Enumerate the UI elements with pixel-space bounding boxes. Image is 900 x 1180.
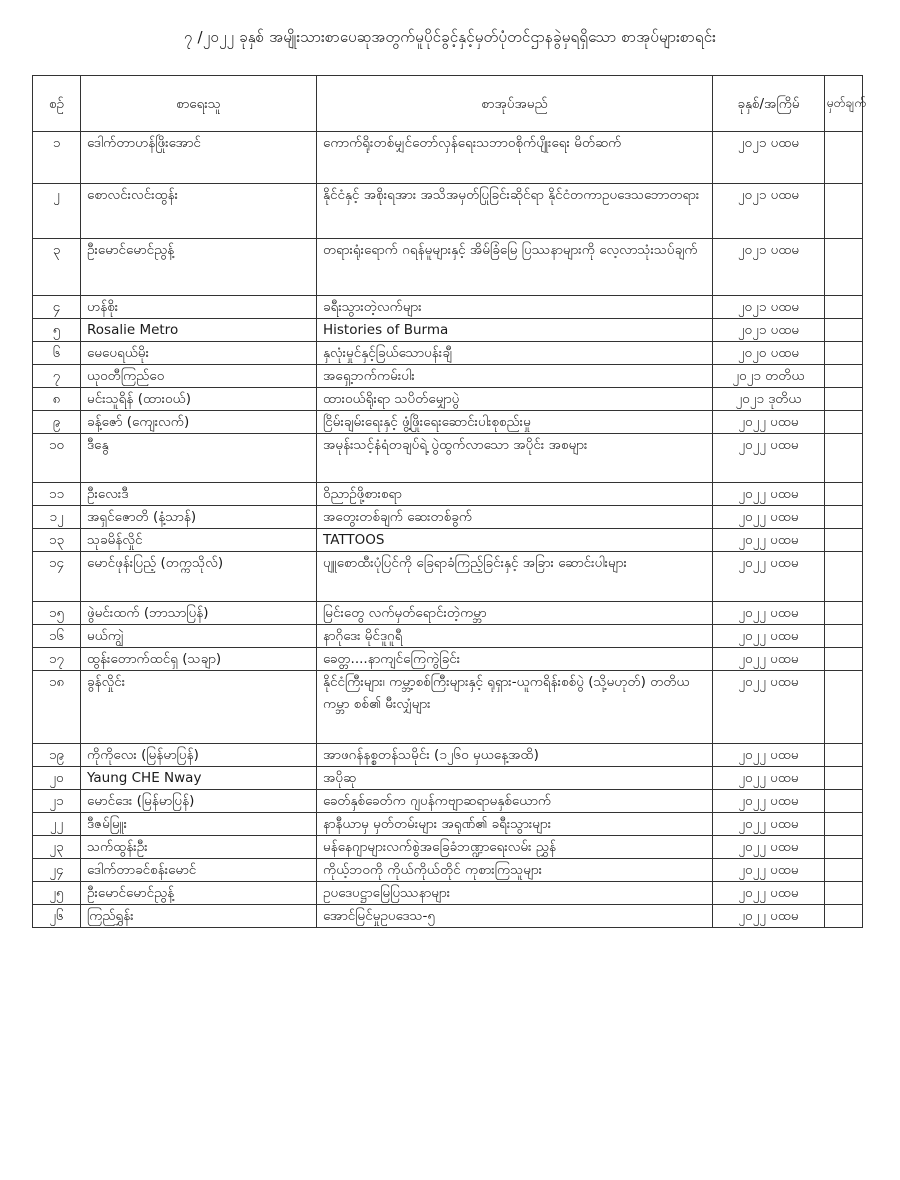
cell-year: ၂၀၂၂ ပထမ [713,905,825,928]
cell-year: ၂၀၂၁ ပထမ [713,239,825,296]
cell-no: ၂၆ [33,905,81,928]
cell-no: ၉ [33,411,81,434]
cell-remark [825,319,863,342]
cell-remark [825,506,863,529]
table-row [33,184,863,239]
table-row [33,882,863,905]
table-row [33,506,863,529]
cell-no: ၈ [33,388,81,411]
cell-no: ၂ [33,184,81,239]
cell-author: ကြည်ရွှန်း [81,905,317,928]
cell-remark [825,767,863,790]
cell-no: ၂၃ [33,836,81,859]
cell-no: ၁ [33,132,81,184]
cell-remark [825,342,863,365]
page-title: ၇ /၂၀၂၂ ခုနှစ် အမျိုးသားစာပေဆုအတွက်မူပိုင်ခွင့်နှင့်မှတ်ပုံတင်ဌာနခွဲမှရရှိသော စာအုပ်များစာရင်း [183,28,717,46]
cell-year: ၂၀၂၁ တတိယ [713,365,825,388]
cell-year: ၂၀၂၂ ပထမ [713,506,825,529]
cell-author: ဒီနွေ [81,434,317,483]
table-row [33,365,863,388]
cell-title: Histories of Burma [317,319,713,342]
cell-author: ယုဝတီကြည်ဝေ [81,365,317,388]
table-row [33,552,863,602]
cell-year: ၂၀၂၂ ပထမ [713,859,825,882]
cell-year: ၂၀၂၁ ဒုတိယ [713,388,825,411]
cell-title: ငြိမ်းချမ်းရေးနှင့် ဖွံ့ဖြိုးရေးဆောင်းပါးစုစည်းမှု [317,411,713,434]
header-year: ခုနှစ်/အကြိမ် [713,76,825,132]
cell-title: ခရီးသွားတဲ့လက်များ [317,296,713,319]
cell-no: ၂၂ [33,813,81,836]
table-row [33,434,863,483]
cell-remark [825,813,863,836]
cell-remark [825,552,863,602]
cell-author: မယ်ကျွဲ [81,625,317,648]
cell-title: မန်နေဂျာများလက်စွဲအခြေခံဘဏ္ဍာရေးလမ်း ညွှန် [317,836,713,859]
cell-year: ၂၀၂၂ ပထမ [713,882,825,905]
cell-title: ဥပဒေပဋ္ဌာမြေပြဿနာများ [317,882,713,905]
cell-remark [825,744,863,767]
cell-remark [825,132,863,184]
cell-remark [825,529,863,552]
table-row [33,767,863,790]
cell-author: အရှင်ဇောတိ (နံ့သာန်) [81,506,317,529]
book-list-table [32,75,866,928]
cell-remark [825,411,863,434]
cell-title: TATTOOS [317,529,713,552]
cell-year: ၂၀၂၁ ပထမ [713,132,825,184]
cell-author: Yaung CHE Nway [81,767,317,790]
table-row [33,529,863,552]
cell-no: ၁၁ [33,483,81,506]
cell-no: ၁၆ [33,625,81,648]
cell-no: ၃ [33,239,81,296]
table-row [33,132,863,184]
cell-author: စောလင်းလင်းထွန်း [81,184,317,239]
table-row [33,483,863,506]
cell-year: ၂၀၂၂ ပထမ [713,744,825,767]
table-row [33,411,863,434]
cell-year: ၂၀၂၂ ပထမ [713,434,825,483]
cell-author: ဖွဲမင်းထက် (ဘာသာပြန်) [81,602,317,625]
cell-remark [825,602,863,625]
cell-author: ထွန်းတောက်ထင်ရှ (သချာ) [81,648,317,671]
table-row [33,239,863,296]
table-row [33,790,863,813]
cell-year: ၂၀၂၁ ပထမ [713,184,825,239]
cell-author: မောင်ဖုန်းပြည့် (တက္ကသိုလ်) [81,552,317,602]
cell-title: နာနီယာမှ မှတ်တမ်းများ အရုဏ်၏ ခရီးသွားများ [317,813,713,836]
cell-no: ၂၀ [33,767,81,790]
cell-author: ခွန်လှိုင်း [81,671,317,744]
cell-no: ၁၇ [33,648,81,671]
table-row [33,813,863,836]
cell-title: ခေတ္တ....နာကျင်ကြေကွဲခြင်း [317,648,713,671]
cell-no: ၁၃ [33,529,81,552]
cell-no: ၁၀ [33,434,81,483]
cell-year: ၂၀၂၂ ပထမ [713,671,825,744]
table-row [33,388,863,411]
cell-title: ဝိညာဉ်ဖို့စားစရာ [317,483,713,506]
header-author: စာရေးသူ [81,76,317,132]
cell-author: ဦးမောင်မောင်ညွန့် [81,239,317,296]
cell-title: အပိုဆု [317,767,713,790]
cell-no: ၆ [33,342,81,365]
cell-title: ပျူစောထီးပုံပြင်ကို ခြေရာခံကြည့်ခြင်းနှင့် အခြား ဆောင်းပါးများ [317,552,713,602]
table-row [33,859,863,882]
cell-year: ၂၀၂၀ ပထမ [713,342,825,365]
cell-no: ၂၁ [33,790,81,813]
cell-year: ၂၀၂၂ ပထမ [713,767,825,790]
cell-author: Rosalie Metro [81,319,317,342]
table-row [33,296,863,319]
cell-year: ၂၀၂၁ ပထမ [713,296,825,319]
cell-author: ကိုကိုလေး (မြန်မာပြန်) [81,744,317,767]
cell-remark [825,483,863,506]
cell-no: ၁၄ [33,552,81,602]
cell-remark [825,905,863,928]
table-row [33,744,863,767]
cell-year: ၂၀၂၂ ပထမ [713,813,825,836]
cell-author: ဒေါက်တာဟန်ဖြိုးအောင် [81,132,317,184]
cell-title: အမုန်းသင့်နံရံတချပ်ရဲ့ ပွဲထွက်လာသော အပိုင်း အစများ [317,434,713,483]
cell-year: ၂၀၂၂ ပထမ [713,602,825,625]
table-row [33,836,863,859]
cell-title: ခေတ်နှစ်ခေတ်က ဂျပန်ကဗျာဆရာမနှစ်ယောက် [317,790,713,813]
cell-no: ၁၈ [33,671,81,744]
cell-author: ဒေါက်တာခင်စန်းမောင် [81,859,317,882]
cell-no: ၁၉ [33,744,81,767]
cell-remark [825,184,863,239]
cell-remark [825,239,863,296]
cell-year: ၂၀၂၂ ပထမ [713,625,825,648]
cell-author: ခန့်ဇော် (ကျေးလက်) [81,411,317,434]
cell-remark [825,882,863,905]
cell-year: ၂၀၂၂ ပထမ [713,529,825,552]
table-row [33,648,863,671]
header-remark: မှတ်ချက် [825,76,863,132]
cell-title: နှလုံးမှုင်နှင့်ခြယ်သောပန်းချီ [317,342,713,365]
cell-author: မင်းသူရိန် (ထားဝယ်) [81,388,317,411]
table-row [33,319,863,342]
cell-remark [825,434,863,483]
cell-author: ဦးမောင်မောင်ညွန့် [81,882,317,905]
table-row [33,905,863,928]
header-no: စဉ် [33,76,81,132]
cell-author: သက်ထွန်းဦး [81,836,317,859]
table-row [33,625,863,648]
table-row [33,342,863,365]
cell-remark [825,296,863,319]
cell-remark [825,625,863,648]
cell-title: အရှေ့ဘက်ကမ်းပါး [317,365,713,388]
cell-no: ၂၅ [33,882,81,905]
cell-author: သုခမိန်လှိုင် [81,529,317,552]
cell-remark [825,648,863,671]
cell-title: တရားရုံးရောက် ဂရန်မူများနှင့် အိမ်ခြံမြေ ပြဿနာများကို လေ့လာသုံးသပ်ချက် [317,239,713,296]
cell-year: ၂၀၂၂ ပထမ [713,790,825,813]
cell-no: ၂၄ [33,859,81,882]
cell-year: ၂၀၂၂ ပထမ [713,836,825,859]
cell-title: ထားဝယ်ရိုးရာ သပိတ်မျှောပွဲ [317,388,713,411]
cell-title: မြင်းတွေ လက်မှတ်ရောင်းတဲ့ကမ္ဘာ [317,602,713,625]
cell-title: နိုင်ငံနှင့် အစိုးရအား အသိအမှတ်ပြုခြင်းဆိုင်ရာ နိုင်ငံတကာဥပဒေသဘောတရား [317,184,713,239]
cell-title: ကောက်ရိုးတစ်မျှင်တော်လှန်ရေးသဘာဝစိုက်ပျိုးရေး မိတ်ဆက် [317,132,713,184]
cell-no: ၁၂ [33,506,81,529]
cell-no: ၅ [33,319,81,342]
header-book: စာအုပ်အမည် [317,76,713,132]
cell-author: မေပေရယ်မိုး [81,342,317,365]
cell-title: အာဖဂန်နစ္စတန်သမိုင်း (၁၂၆၀ မှယနေ့အထိ) [317,744,713,767]
cell-year: ၂၀၂၂ ပထမ [713,411,825,434]
cell-no: ၁၅ [33,602,81,625]
cell-author: ဒီဇမ်မြူး [81,813,317,836]
cell-year: ၂၀၂၂ ပထမ [713,648,825,671]
cell-no: ၄ [33,296,81,319]
table-row [33,602,863,625]
header-row [33,76,863,132]
cell-remark [825,671,863,744]
cell-title: နိုင်ငံကြီးများ၊ ကမ္ဘာ့စစ်ကြီးများနှင့် ရုရှား-ယူကရိန်းစစ်ပွဲ (သို့မဟုတ်) တတိယကမ္ဘာ စစ်၏ မီးလျှံများ [317,671,713,744]
cell-author: ဟန်စိုး [81,296,317,319]
cell-title: ကိုယ့်ဘဝကို ကိုယ်ကိုယ်တိုင် ကုစားကြသူများ [317,859,713,882]
cell-year: ၂၀၂၁ ပထမ [713,319,825,342]
cell-no: ၇ [33,365,81,388]
cell-title: အတွေးတစ်ချက် ဆေးတစ်ခွက် [317,506,713,529]
cell-year: ၂၀၂၂ ပထမ [713,483,825,506]
cell-title: အောင်မြင်မှုဥပဒေသ-၅ [317,905,713,928]
cell-author: မောင်ဒေး (မြန်မာပြန်) [81,790,317,813]
cell-year: ၂၀၂၂ ပထမ [713,552,825,602]
cell-remark [825,859,863,882]
cell-title: နာဂိုဒေး မိုင်ဒူဂူရီ [317,625,713,648]
table-row [33,671,863,744]
cell-remark [825,790,863,813]
cell-remark [825,836,863,859]
cell-author: ဦးလေးဒီ [81,483,317,506]
cell-remark [825,365,863,388]
cell-remark [825,388,863,411]
